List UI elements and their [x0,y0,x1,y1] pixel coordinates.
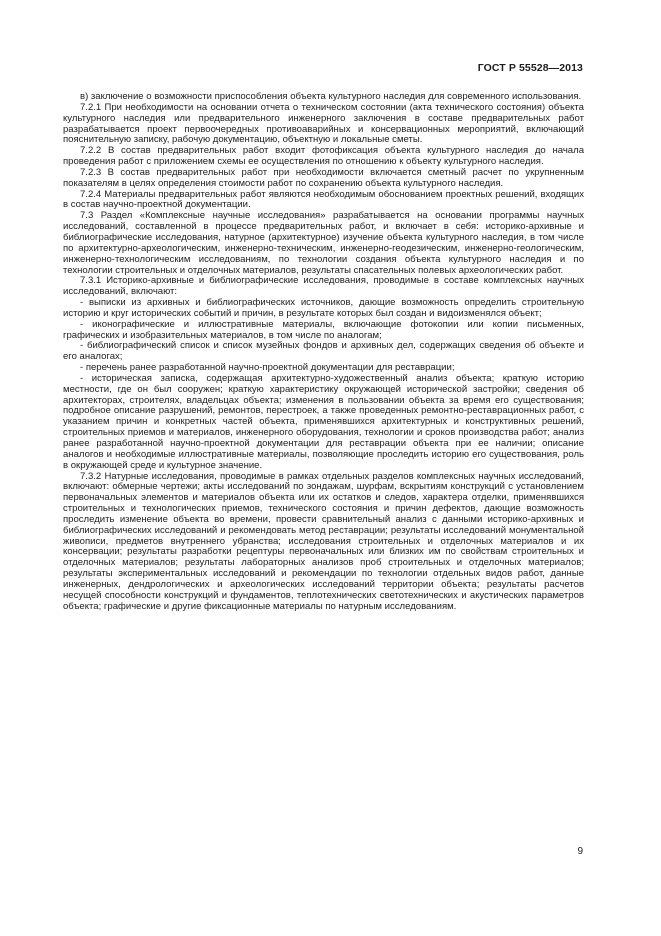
paragraph-item-v: в) заключение о возможности приспособления объекта культурного наследия для современного использования. [80,91,582,102]
page-number: 9 [577,846,583,857]
paragraph-7-3-1: 7.3.1 Историко-архивные и библиографические исследования, проводимые в составе комплексных научных исследований, включают: [63,275,584,298]
standard-header: ГОСТ Р 55528—2013 [477,62,583,74]
document-body [63,92,584,613]
list-item-bibliography: - библиографический список и список музейных фондов и архивных дел, содержащих сведения об объекте и его аналогах; [63,340,584,363]
paragraph-7-2-4: 7.2.4 Материалы предварительных работ являются необходимым обоснованием проектных решений, входящих в состав научно-проектной документации. [63,188,584,211]
list-item-prior-documentation: - перечень ранее разработанной научно-проектной документации для реставрации; [80,362,455,374]
list-item-historical-note: - историческая записка, содержащая архитектурно-художественный анализ объекта; краткую историю местности, где он был сооружен; краткую характеристику окружающей исторической застройки; сведения об архитекторах, строителях, владельцах объекта; изменения в пользовании объекта за время его существования; подробное описание разрушений, ремонтов, перестроек, а также проведенных ремонтно-реставрационных работ, с указанием причин и конкретных частей объекта, применявшихся архитектурных и конструктивных решений, строительных приемов и материалов, инженерного оборудования, технологии и сроков производства работ; анализ ранее разработанной научно-проектной документации для реставрации объекта при ее наличии; описание аналогов и необходимые иллюстративные материалы, позволяющие проследить историю его существования, роль в окружающей среде и культурное значение. [63,372,584,471]
list-item-iconographic-materials: - иконографические и иллюстративные материалы, включающие фотокопии или копии письменных, графических и изобразительных материалов, в том числе по аналогам; [63,318,584,341]
paragraph-7-3-2: 7.3.2 Натурные исследования, проводимые в рамках отдельных разделов комплексных научных исследований, включают: обмерные чертежи; акты исследований по зондажам, шурфам, вскрытиям конструкций с установлением первоначальных элементов и материалов объекта или их остатков и следов, характера отделки, применявшихся строительных и технологических приемов, технического состояния и причин дефектов, дающие возможность проследить изменение объекта во времени, провести сравнительный анализ с данными историко-архивных и библиографических исследований и рекомендовать метод реставрации; результаты исследований монументальной живописи, предметов внутреннего убранства; исследования строительных и отделочных материалов и их консервации; результаты разработки рецептуры первоначальных или близких им по свойствам строительных и отделочных материалов; результаты лабораторных анализов проб строительных и отделочных материалов; результаты экспериментальных исследований и рекомендации по технологии отдельных видов работ, данные инженерных, дендрологических и археологических исследований территории объекта; результаты расчетов несущей способности конструкций и фундаментов, теплотехнических светотехнических и акустических параметров объекта; графические и другие фиксационные материалы по натурным исследованиям. [63,470,584,612]
list-item-archival-extracts: - выписки из архивных и библиографических источников, дающие возможность определить строительную историю и круг исторических событий и причин, в результате которых был создан и видоизменялся объект; [63,297,584,319]
paragraph-7-2-2: 7.2.2 В состав предварительных работ входит фотофиксация объекта культурного наследия до начала проведения работ с приложением схемы ее осуществления по отношению к объекту культурного наследия. [63,145,584,168]
paragraph-7-2-3: 7.2.3 В состав предварительных работ при необходимости включается сметный расчет по укрупненным показателям в целях определения стоимости работ по сохранению объекта культурного наследия. [63,166,584,189]
paragraph-7-3: 7.3 Раздел «Комплексные научные исследования» разрабатывается на основании программы научных исследований, составленной в процессе предварительных работ, и включает в себя: историко-архивные и библиографические исследования, натурное (архитектурное) изучение объекта культурного наследия, в том числе по архитектурно-археологическим, инженерно-техническим, инженерно-геодезическим, инженерно-геологическим, инженерно-технологическим исследованиям, по технологии создания объекта культурного наследия и по технологии строительных и отделочных материалов, результаты спасательных полевых археологических работ. [63,210,584,276]
paragraph-7-2-1: 7.2.1 При необходимости на основании отчета о техническом состоянии (акта технического состояния) объекта культурного наследия или предварительного инженерного заключения в составе предварительных работ разрабатывается проект первоочередных противоаварийных и консервационных мероприятий, включающий пояснительную записку, рабочую документацию, объектную и локальные сметы. [63,101,584,146]
